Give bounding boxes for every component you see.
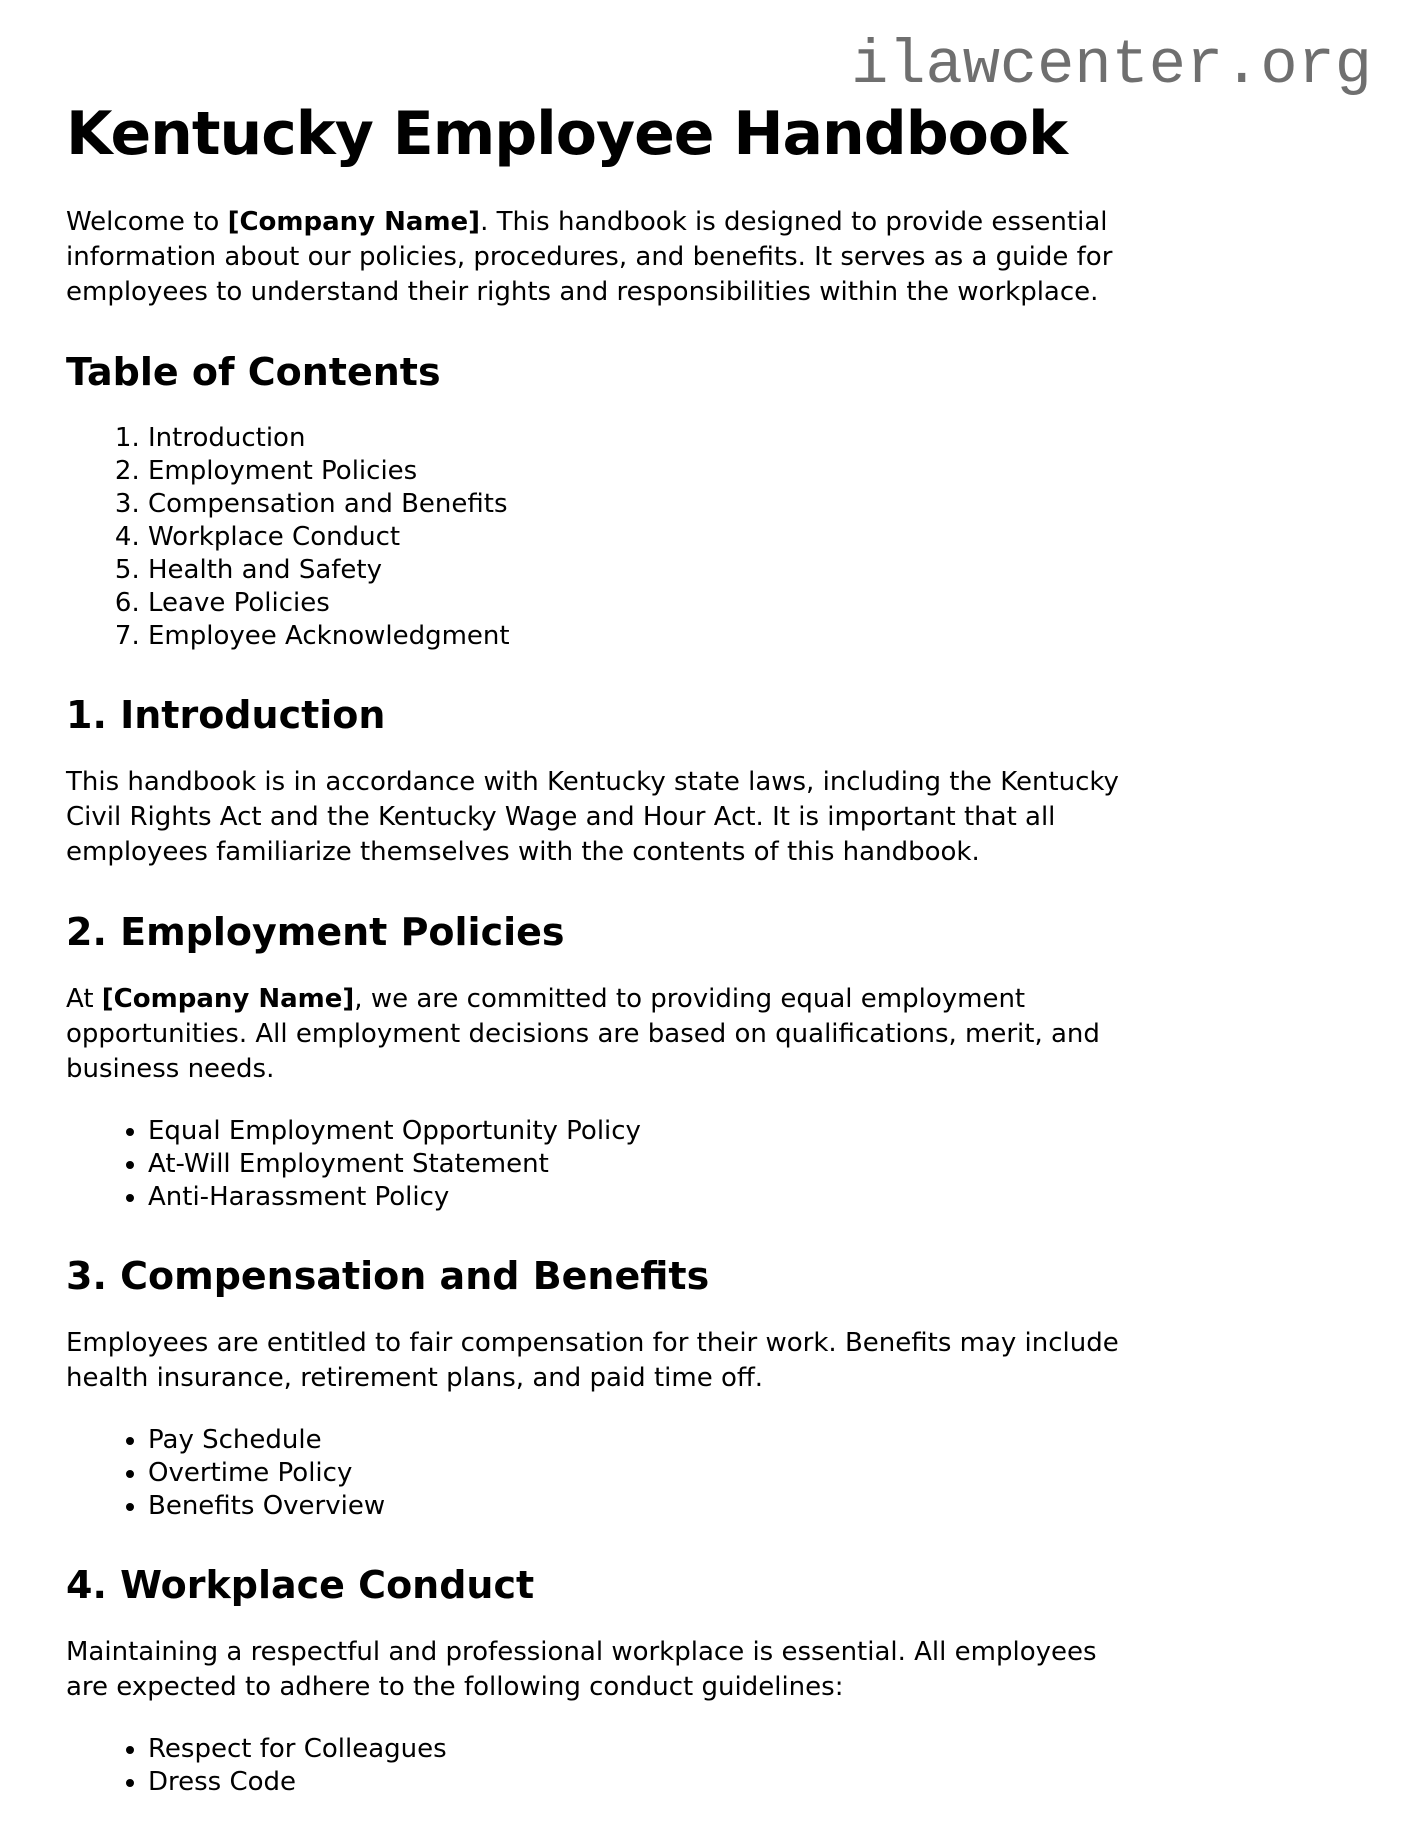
section-heading-workplace-conduct: 4. Workplace Conduct — [66, 1563, 535, 1607]
bullet-anti-harassment-policy: • Anti-Harassment Policy — [148, 1181, 1146, 1214]
company-name-placeholder: [Company Name] — [227, 207, 481, 237]
bullet-overtime-policy: • Overtime Policy — [148, 1457, 1146, 1490]
compensation-benefits-bullet-list — [66, 1424, 1146, 1523]
intro-paragraph — [66, 205, 1146, 310]
toc-item-introduction: 1. Introduction — [148, 422, 1146, 455]
toc-item-compensation-and-benefits: 3. Compensation and Benefits — [148, 488, 1146, 521]
section-paragraph-workplace-conduct: Maintaining a respectful and professional workplace is essential. All employees are expected to adhere to the following conduct guidelines: — [66, 1637, 1097, 1702]
workplace-conduct-bullet-list — [66, 1733, 1146, 1799]
section-paragraph-introduction: This handbook is in accordance with Kentucky state laws, including the Kentucky Civil Rights Act and the Kentucky Wage and Hour Act. It is important that all employees familiarize themselves with the contents of this handbook. — [66, 767, 1119, 867]
toc-item-leave-policies: 6. Leave Policies — [148, 587, 1146, 620]
section-heading-employment-policies: 2. Employment Policies — [66, 910, 565, 954]
toc-list — [66, 422, 1146, 653]
intro-text-pre: Welcome to — [66, 207, 228, 237]
section-introduction — [66, 693, 1146, 870]
employment-policies-bullet-list — [66, 1115, 1146, 1214]
toc-heading: Table of Contents — [66, 350, 441, 394]
section-employment-policies — [66, 910, 1146, 1214]
section-compensation-benefits — [66, 1254, 1146, 1523]
bullet-pay-schedule: • Pay Schedule — [148, 1424, 1146, 1457]
section-workplace-conduct — [66, 1563, 1146, 1799]
bullet-equal-employment-opportunity-policy: • Equal Employment Opportunity Policy — [148, 1115, 1146, 1148]
section-paragraph-employment-policies — [66, 982, 1146, 1087]
bullet-at-will-employment-statement: • At-Will Employment Statement — [148, 1148, 1146, 1181]
toc-item-employment-policies: 2. Employment Policies — [148, 455, 1146, 488]
section-paragraph-compensation-benefits: Employees are entitled to fair compensation for their work. Benefits may include health insurance, retirement plans, and paid time off. — [66, 1328, 1119, 1393]
section-heading-introduction: 1. Introduction — [66, 693, 386, 737]
bullet-benefits-overview: • Benefits Overview — [148, 1490, 1146, 1523]
employment-text-pre: At — [66, 984, 102, 1014]
toc-item-employee-acknowledgment: 7. Employee Acknowledgment — [148, 620, 1146, 653]
bullet-dress-code: • Dress Code — [148, 1766, 1146, 1799]
company-name-placeholder: [Company Name] — [101, 984, 355, 1014]
page-title: Kentucky Employee Handbook — [66, 99, 1068, 169]
section-heading-compensation-benefits: 3. Compensation and Benefits — [66, 1254, 710, 1298]
employment-text-post: , we are committed to providing equal employment opportunities. All employment decisions are based on qualifications, merit, and business needs. — [66, 984, 1100, 1084]
document-content — [66, 205, 1146, 1799]
watermark-ilawcenter: ilawcenter.org — [851, 30, 1372, 101]
bullet-respect-for-colleagues: • Respect for Colleagues — [148, 1733, 1146, 1766]
toc-item-workplace-conduct: 4. Workplace Conduct — [148, 521, 1146, 554]
toc-item-health-and-safety: 5. Health and Safety — [148, 554, 1146, 587]
intro-text-post: . This handbook is designed to provide essential information about our policies, procedures, and benefits. It serves as a guide for employees to understand their rights and responsibilities within the workplace. — [66, 207, 1113, 307]
